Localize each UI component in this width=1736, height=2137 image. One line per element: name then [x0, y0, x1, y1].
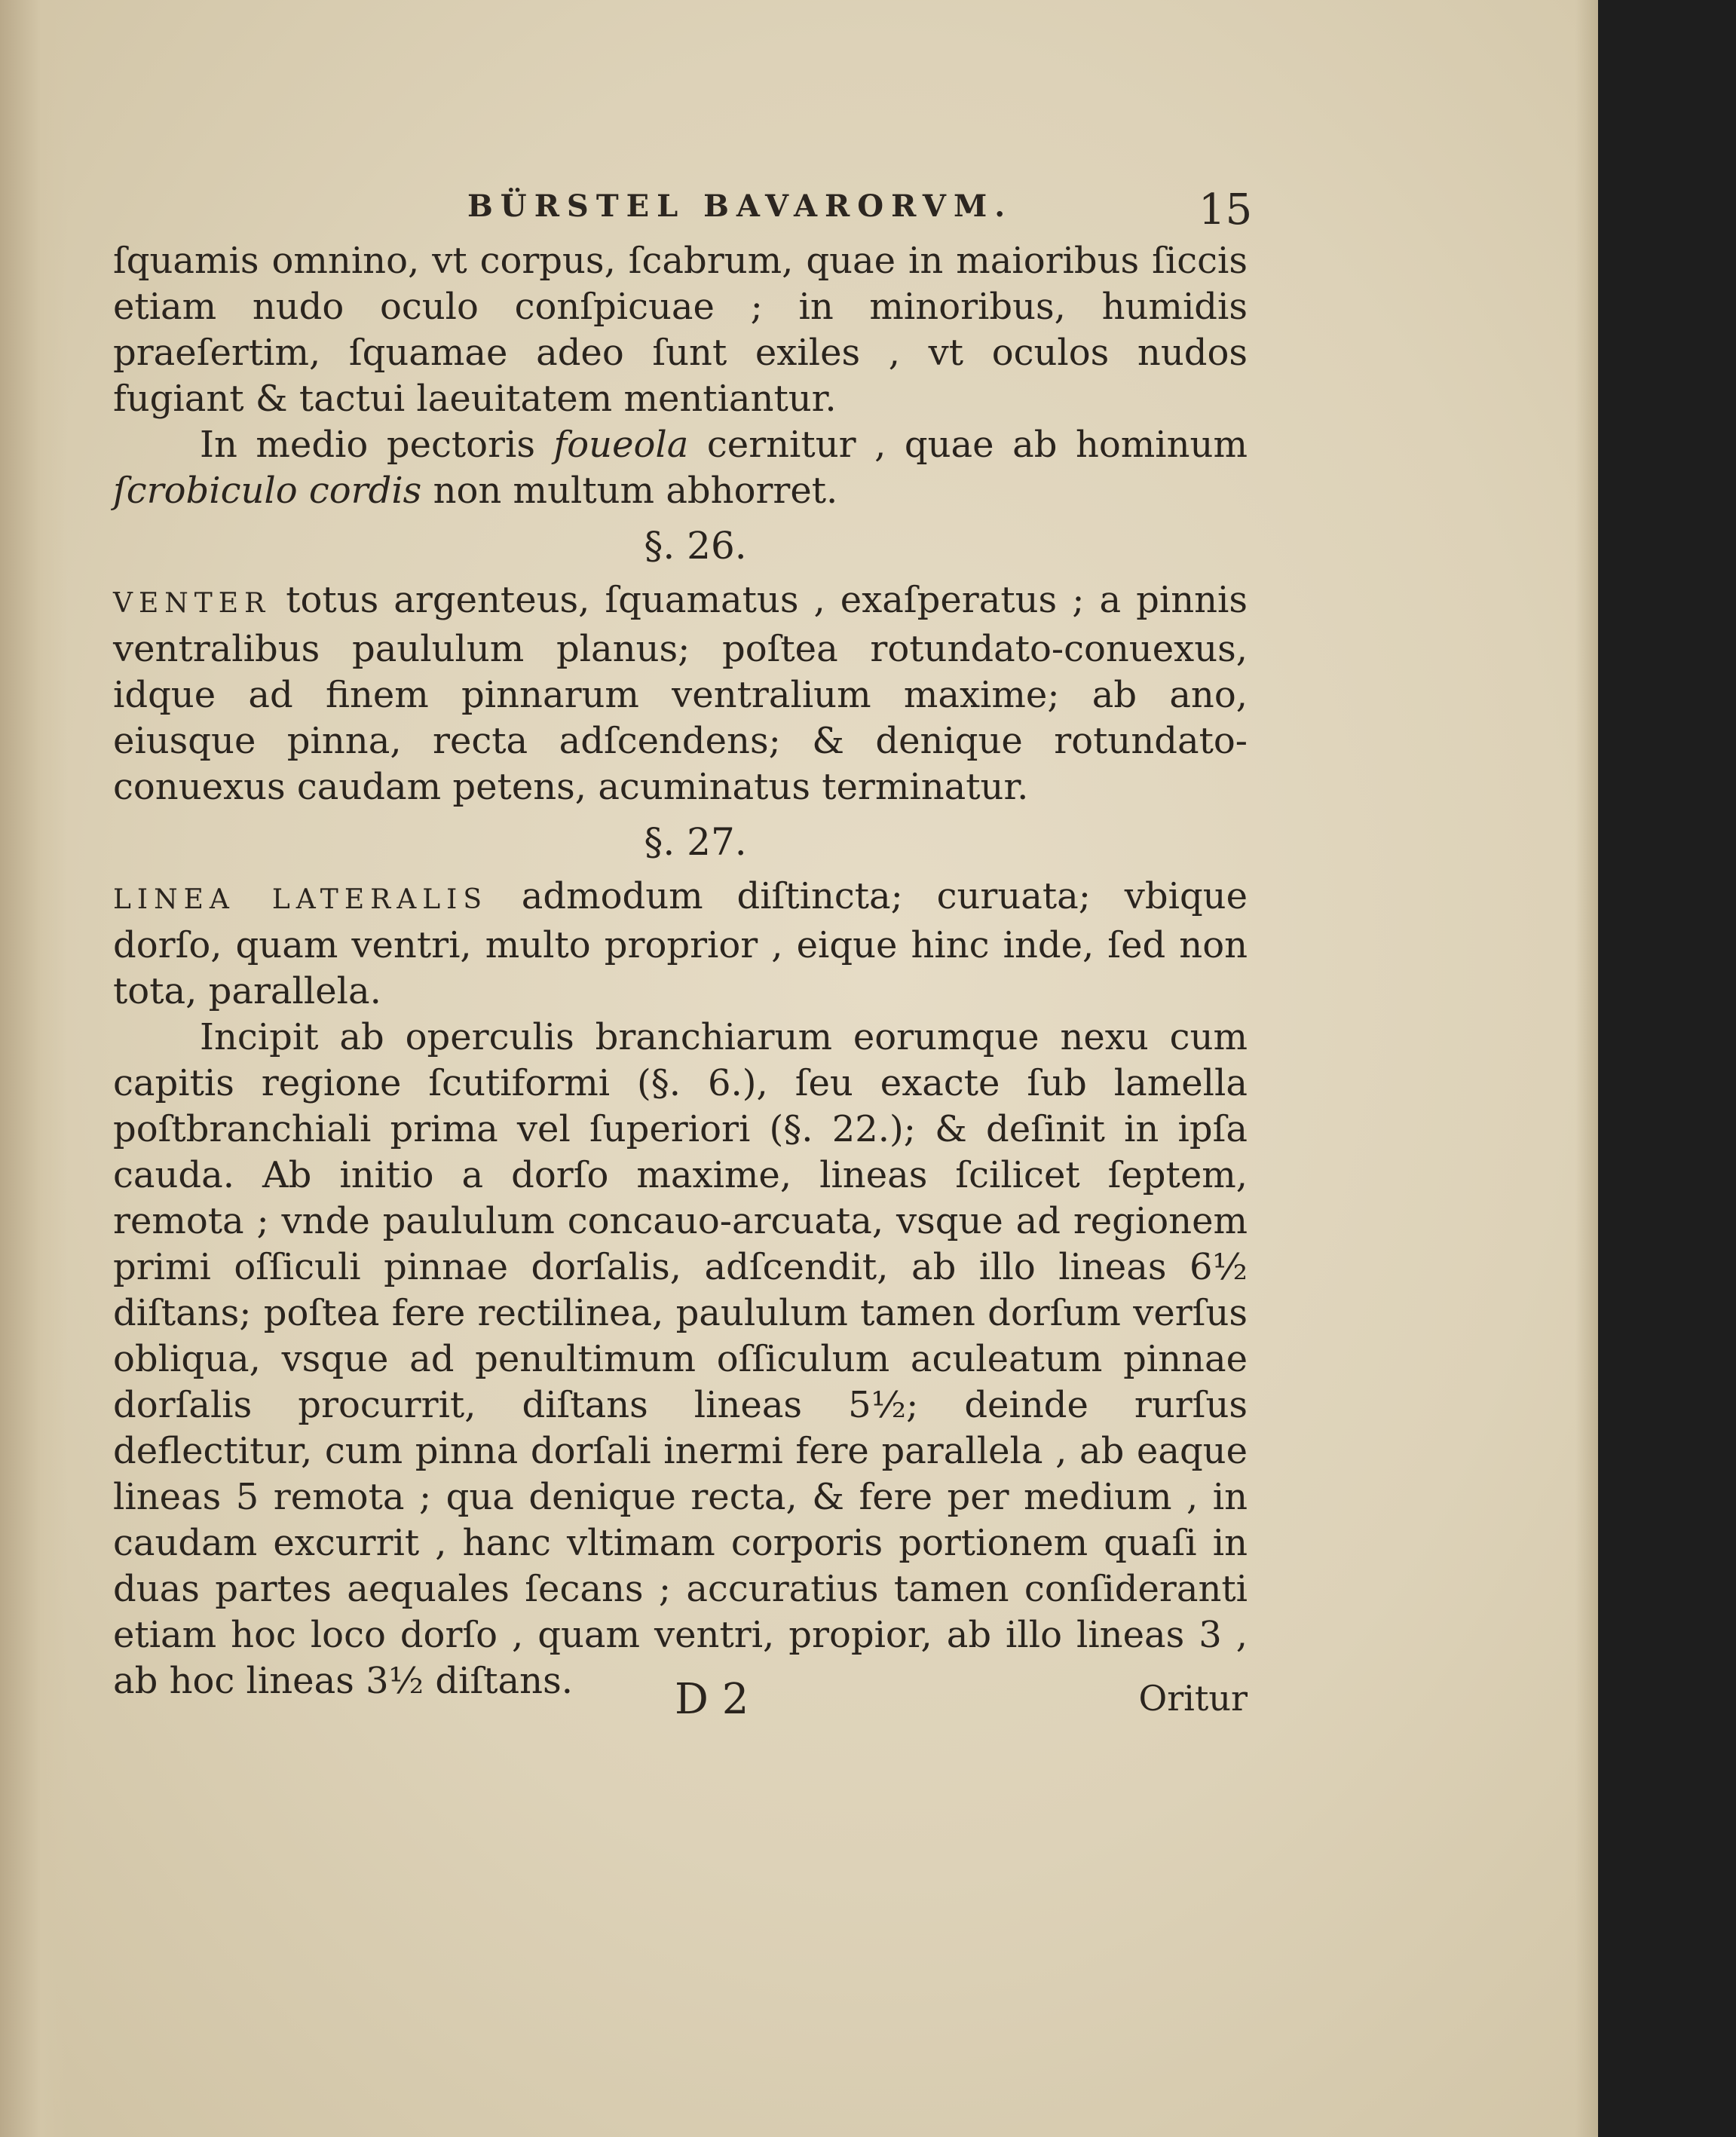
catchword: Oritur	[1138, 1678, 1248, 1719]
italic-term-scrobiculo: ſcrobiculo cordis	[113, 470, 422, 512]
page-footer	[113, 1675, 1248, 1723]
spine-shadow	[0, 0, 68, 2137]
signature-mark: D 2	[675, 1675, 749, 1724]
page-edge-shadow	[1575, 0, 1598, 2137]
section-heading-26: §. 26.	[644, 524, 747, 568]
text-segment: cernitur , quae ab hominum	[688, 424, 1248, 466]
lead-word-linea-lateralis: LINEA LATERALIS	[113, 884, 488, 915]
italic-term-foueola: foueola	[553, 424, 689, 466]
lead-word-venter: VENTER	[113, 588, 271, 619]
text-segment: admodum diſtincta; curuata; vbique dorſo, quam ventri, multo proprior , eique hinc inde, ſed non tota, parallela.	[113, 875, 1248, 1012]
paragraph-linea-lateralis	[113, 874, 1248, 1015]
running-head: BÜRSTEL BAVARORVM.	[467, 188, 1013, 224]
paragraph-venter	[113, 577, 1248, 810]
text-segment: totus argenteus, ſquamatus , exaſperatus ; a pinnis ventralibus paululum planus; poſtea rotundato-conuexus, idque ad finem pinnarum ventralium maxime; ab ano, eiusque pinna, recta adſcendens; & denique rotundato-conuexus caudam petens, acuminatus terminatur.	[113, 579, 1248, 808]
paragraph-scales: ſquamis omnino, vt corpus, ſcabrum, quae in maioribus ſiccis etiam nudo oculo conſpicuae ; in minoribus, humidis praeſertim, ſquamae adeo ſunt exiles , vt oculos nudos fugiant & tactui laeuitatem mentiantur.	[113, 240, 1248, 420]
text-segment: In medio pectoris	[200, 424, 554, 466]
page-number: 15	[1199, 185, 1253, 234]
page-body	[113, 238, 1248, 1704]
text-segment: non multum abhorret.	[421, 470, 838, 512]
paragraph-pectoral	[113, 422, 1248, 514]
paragraph-incipit: Incipit ab operculis branchiarum eorumque nexu cum capitis regione ſcutiformi (§. 6.), ſeu exacte ſub lamella poſtbranchiali prima vel ſuperiori (§. 22.); & deſinit in ipſa cauda. Ab initio a dorſo maxime, lineas ſcilicet ſeptem, remota ; vnde paululum concauo-arcuata, vsque ad regionem primi oſſiculi pinnae dorſalis, adſcendit, ab illo lineas 6½ diſtans; poſtea fere rectilinea, paululum tamen dorſum verſus obliqua, vsque ad penultimum oſſiculum aculeatum pinnae dorſalis procurrit, diſtans lineas 5½; deinde rurſus deflectitur, cum pinna dorſali inermi fere parallela , ab eaque lineas 5 remota ; qua denique recta, & fere per medium , in caudam excurrit , hanc vltimam corporis portionem quaſi in duas partes aequales ſecans ; accuratius tamen conſideranti etiam hoc loco dorſo , quam ventri, propior, ab illo lineas 3 , ab hoc lineas 3½ diſtans.	[113, 1016, 1248, 1702]
section-heading-27: §. 27.	[644, 820, 747, 864]
